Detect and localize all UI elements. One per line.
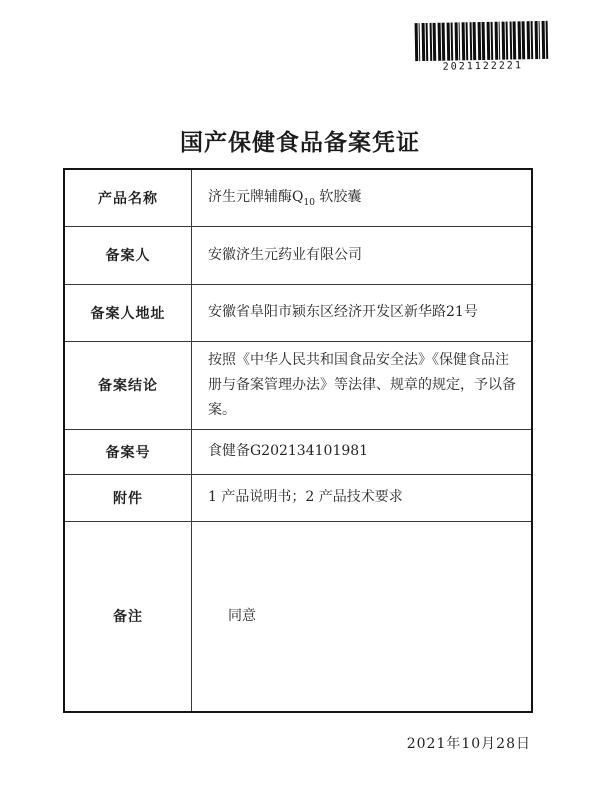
field-value-attachments: 1 产品说明书；2 产品技术要求 [192, 474, 533, 521]
barcode [415, 21, 551, 73]
product-name-subscript: 10 [303, 198, 315, 209]
document-title: 国产保健食品备案凭证 [180, 129, 420, 156]
table-row-remarks [64, 521, 532, 712]
issue-date: 2021年10月28日 [406, 736, 531, 752]
field-value-filer: 安徽济生元药业有限公司 [192, 226, 533, 284]
field-label-filing-number: 备案号 [64, 429, 192, 474]
field-value-product-name [192, 169, 533, 226]
table-row-conclusion [64, 341, 532, 429]
field-label-filer-address: 备案人地址 [64, 284, 192, 341]
field-label-conclusion: 备案结论 [64, 341, 192, 429]
table-row-product-name [64, 169, 532, 226]
barcode-number: 2021122221 [442, 60, 524, 73]
field-value-filing-number: 食健备G202134101981 [192, 429, 533, 474]
table-row-filer [64, 226, 532, 284]
certificate-table [63, 168, 533, 713]
field-label-product-name: 产品名称 [64, 169, 192, 226]
field-value-remarks: 同意 [192, 521, 533, 712]
field-label-remarks: 备注 [64, 521, 192, 712]
field-value-conclusion: 按照《中华人民共和国食品安全法》《保健食品注册与备案管理办法》等法律、规章的规定，予以备案。 [192, 341, 533, 429]
barcode-icon [415, 21, 551, 61]
product-name-suffix: 软胶囊 [314, 189, 362, 206]
table-row-filing-number [64, 429, 532, 474]
table-row-filer-address [64, 284, 532, 341]
field-label-filer: 备案人 [64, 226, 192, 284]
field-label-attachments: 附件 [64, 474, 192, 521]
table-row-attachments [64, 474, 532, 521]
product-name-prefix: 济生元牌辅酶Q [208, 189, 304, 206]
field-value-filer-address: 安徽省阜阳市颍东区经济开发区新华路21号 [192, 284, 533, 341]
